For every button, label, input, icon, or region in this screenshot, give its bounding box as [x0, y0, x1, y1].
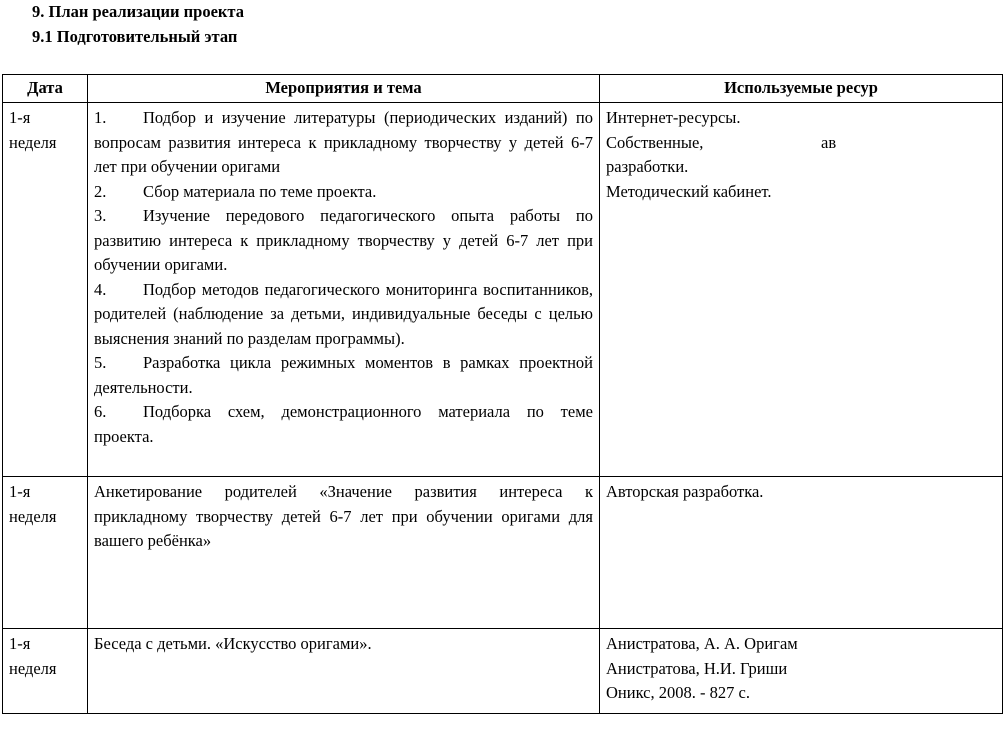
list-item	[94, 204, 593, 278]
plan-table	[2, 74, 1003, 714]
item-number: 6.	[94, 402, 107, 421]
list-item	[94, 106, 593, 180]
resource-line: Авторская разработка.	[606, 482, 764, 501]
resource-line: Методический кабинет.	[606, 181, 772, 201]
resource-line: разработки.	[606, 157, 689, 176]
table-header-row	[3, 75, 1003, 103]
resource-line: Оникс, 2008. - 827 с.	[606, 683, 750, 702]
header-events: Мероприятия и тема	[88, 75, 600, 103]
resources-cell	[600, 477, 1003, 629]
item-number: 4.	[94, 279, 107, 299]
item-text: Подбор методов педагогического мониторинга воспитанников, родителей (наблюдение за детьми, индивидуальные беседы с целью выяснения знаний по разделам программы).	[94, 279, 593, 348]
date-week-number: 1-я	[9, 108, 31, 127]
resources-cell	[600, 629, 1003, 714]
resources-cell	[600, 103, 1003, 477]
date-cell	[3, 103, 88, 477]
item-text: Изучение передового педагогического опыта работы по развитию интереса к прикладному творчеству у детей 6-7 лет при обучении оригами.	[94, 206, 593, 274]
resource-line: Анистратова, А. А. Оригам	[606, 634, 798, 653]
date-week-label: неделя	[9, 132, 57, 152]
list-item	[94, 278, 593, 352]
item-number: 5.	[94, 353, 107, 372]
date-week-number: 1-я	[9, 634, 31, 653]
list-item	[94, 400, 593, 449]
resource-line: Интернет-ресурсы.	[606, 108, 741, 127]
item-number: 1.	[94, 108, 107, 127]
date-cell	[3, 477, 88, 629]
events-cell	[88, 103, 600, 477]
date-cell	[3, 629, 88, 714]
events-cell: Беседа с детьми. «Искусство оригами».	[88, 629, 600, 714]
date-week-number: 1-я	[9, 482, 31, 501]
list-item	[94, 180, 593, 205]
table-row	[3, 477, 1003, 629]
item-text: Сбор материала по теме проекта.	[143, 181, 377, 201]
section-heading: 9. План реализации проекта	[32, 2, 244, 21]
item-number: 2.	[94, 181, 107, 201]
subsection-heading: 9.1 Подготовительный этап	[32, 27, 238, 46]
header-resources: Используемые ресур	[600, 75, 1003, 103]
events-cell: Анкетирование родителей «Значение развития интереса к прикладному творчеству детей 6-7 лет при обучении оригами для вашего ребёнка»	[88, 477, 600, 629]
item-text: Разработка цикла режимных моментов в рамках проектной деятельности.	[94, 353, 593, 397]
date-week-label: неделя	[9, 506, 57, 526]
table-row	[3, 629, 1003, 714]
item-text: Подбор и изучение литературы (периодических изданий) по вопросам развития интереса к прикладному творчеству у детей 6-7 лет при обучении оригами	[94, 108, 593, 176]
resource-line: Собственные, ав	[606, 132, 837, 152]
resource-line: Анистратова, Н.И. Гриши	[606, 658, 788, 678]
header-date: Дата	[3, 75, 88, 103]
list-item	[94, 351, 593, 400]
table-row	[3, 103, 1003, 477]
date-week-label: неделя	[9, 658, 57, 678]
item-number: 3.	[94, 206, 107, 225]
item-text: Подборка схем, демонстрационного материала по теме проекта.	[94, 402, 593, 446]
